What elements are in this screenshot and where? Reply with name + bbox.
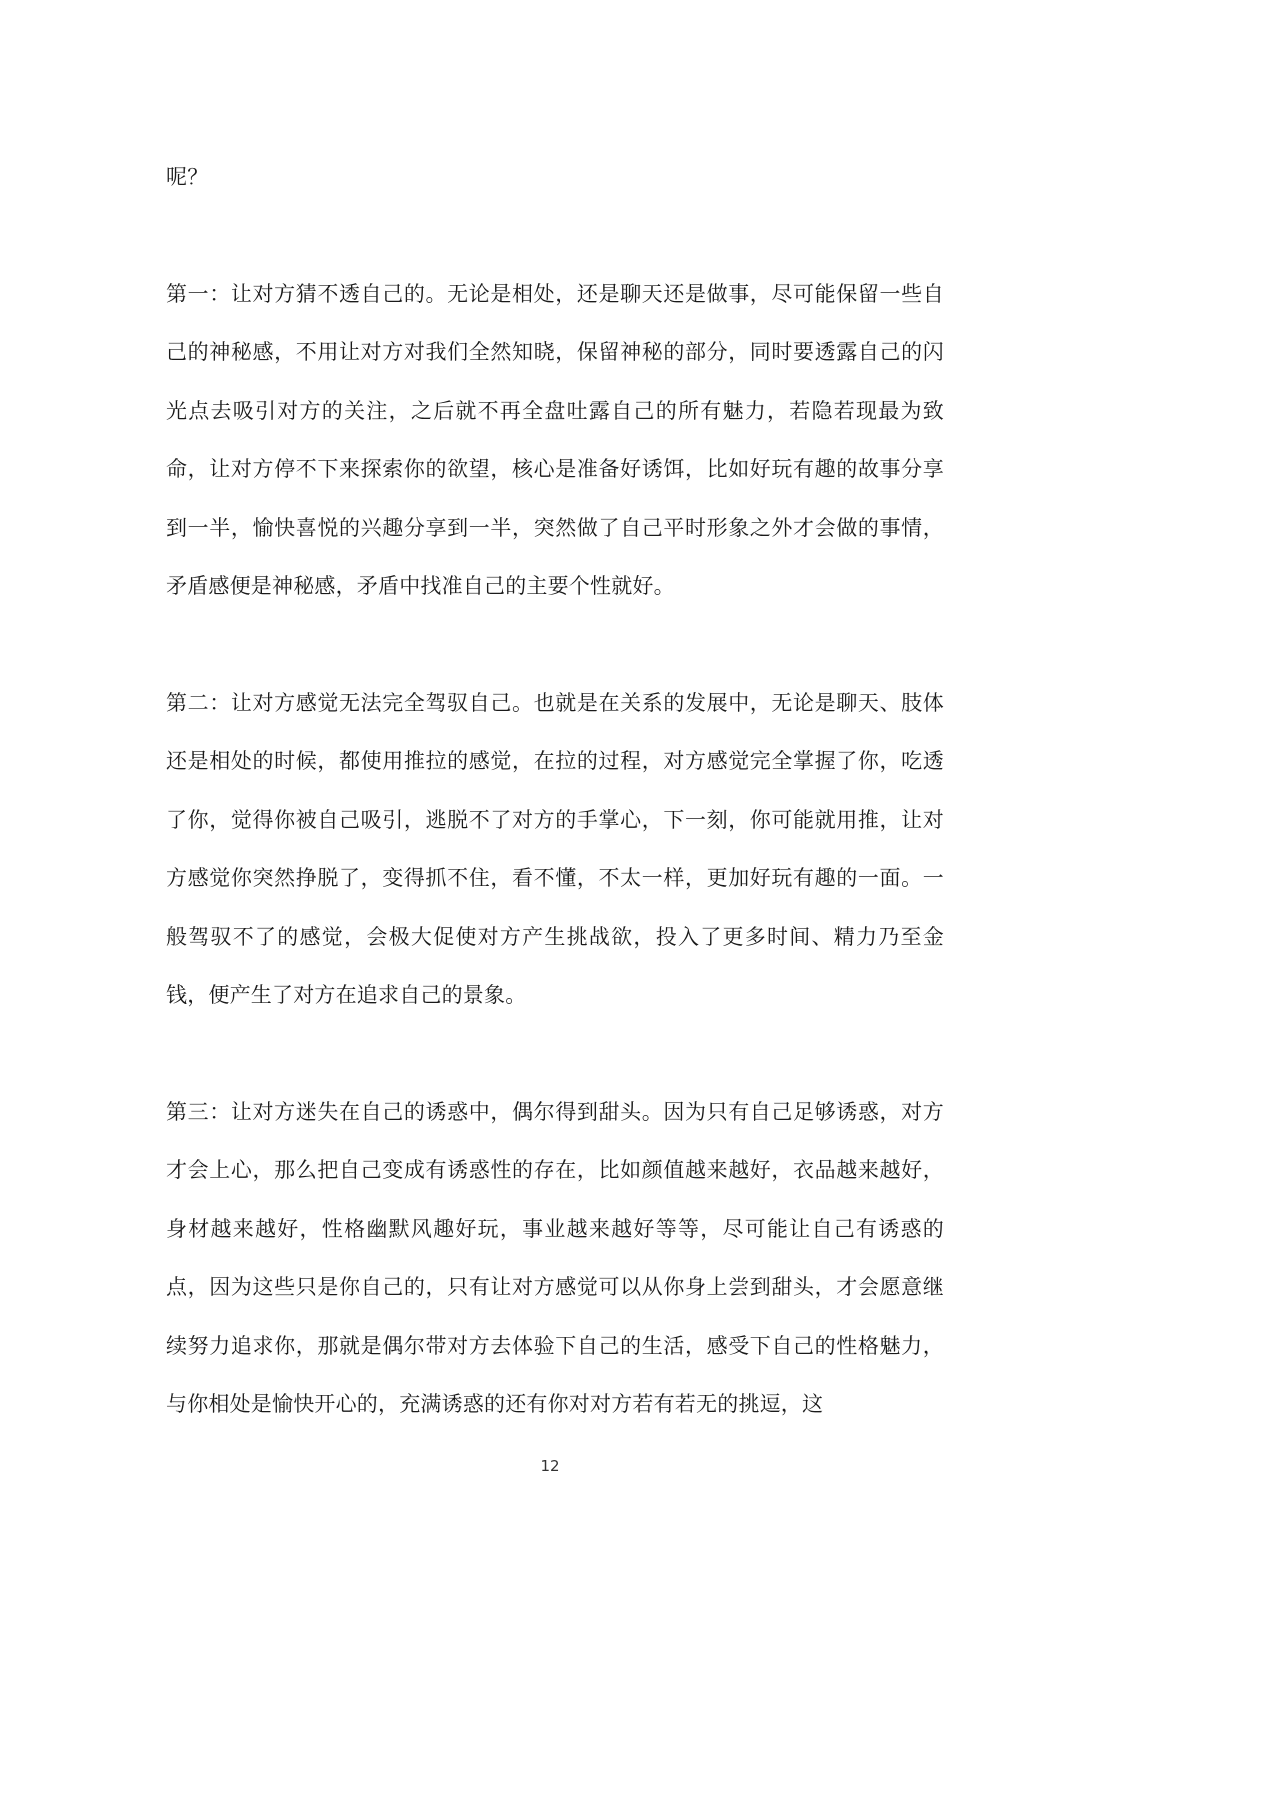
paragraph-point-one: 第一：让对方猜不透自己的。无论是相处，还是聊天还是做事，尽可能保留一些自己的神秘感，不用让对方对我们全然知晓，保留神秘的部分，同时要透露自己的闪光点去吸引对方的关注，之后就不再全盘吐露自己的所有魅力，若隐若现最为致命，让对方停不下来探索你的欲望，核心是准备好诱饵，比如好玩有趣的故事分享到一半，愉快喜悦的兴趣分享到一半，突然做了自己平时形象之外才会做的事情，矛盾感便是神秘感，矛盾中找准自己的主要个性就好。 [166,281,944,598]
paragraph-continuation: 呢？ [166,165,209,189]
page-number: 12 [540,1457,560,1475]
paragraph-point-two: 第二：让对方感觉无法完全驾驭自己。也就是在关系的发展中，无论是聊天、肢体还是相处的时候，都使用推拉的感觉，在拉的过程，对方感觉完全掌握了你，吃透了你，觉得你被自己吸引，逃脱不了对方的手掌心，下一刻，你可能就用推，让对方感觉你突然挣脱了，变得抓不住，看不懂，不太一样，更加好玩有趣的一面。一般驾驭不了的感觉，会极大促使对方产生挑战欲，投入了更多时间、精力乃至金钱，便产生了对方在追求自己的景象。 [166,690,944,1007]
paragraph-point-three: 第三：让对方迷失在自己的诱惑中，偶尔得到甜头。因为只有自己足够诱惑，对方才会上心，那么把自己变成有诱惑性的存在，比如颜值越来越好，衣品越来越好，身材越来越好，性格幽默风趣好玩，事业越来越好等等，尽可能让自己有诱惑的点，因为这些只是你自己的，只有让对方感觉可以从你身上尝到甜头，才会愿意继续努力追求你，那就是偶尔带对方去体验下自己的生活，感受下自己的性格魅力，与你相处是愉快开心的，充满诱惑的还有你对对方若有若无的挑逗，这 [166,1099,944,1416]
body-text [166,148,944,1434]
